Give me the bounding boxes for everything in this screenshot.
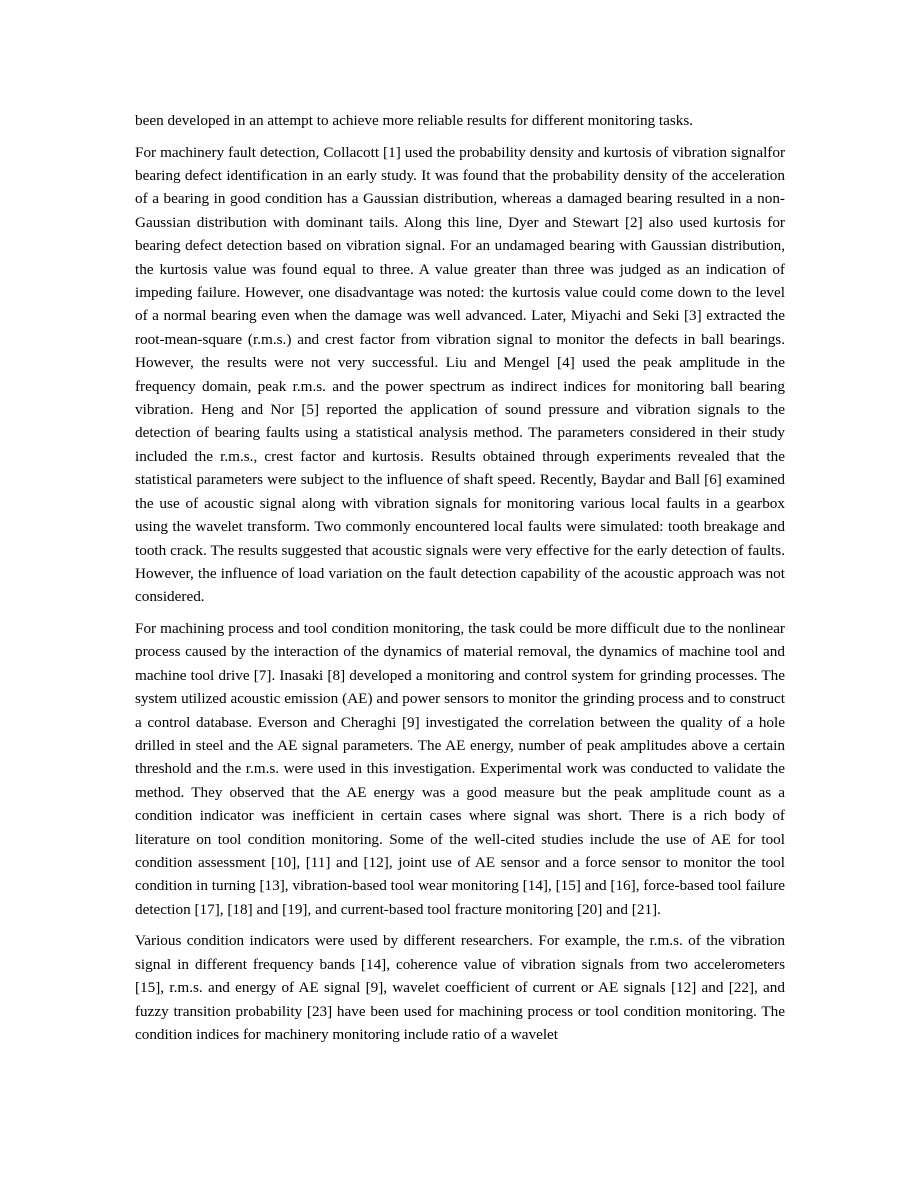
paragraph-machinery-fault-detection: For machinery fault detection, Collacott [1] used the probability density and kurtosis of vibration signalfor bearing defect identification in an early study. It was found that the probability density of the acceleration of a bearing in good condition has a Gaussian distribution, whereas a damaged bearing resulted in a non-Gaussian distribution with dominant tails. Along this line, Dyer and Stewart [2] also used kurtosis for bearing defect detection based on vibration signal. For an undamaged bearing with Gaussian distribution, the kurtosis value was found equal to three. A value greater than three was judged as an indication of impeding failure. However, one disadvantage was noted: the kurtosis value could come down to the level of a normal bearing even when the damage was well advanced. Later, Miyachi and Seki [3] extracted the root-mean-square (r.m.s.) and crest factor from vibration signal to monitor the defects in ball bearings. However, the results were not very successful. Liu and Mengel [4] used the peak amplitude in the frequency domain, peak r.m.s. and the power spectrum as indirect indices for monitoring ball bearing vibration. Heng and Nor [5] reported the application of sound pressure and vibration signals to the detection of bearing faults using a statistical analysis method. The parameters considered in their study included the r.m.s., crest factor and kurtosis. Results obtained through experiments revealed that the statistical parameters were subject to the influence of shaft speed. Recently, Baydar and Ball [6] examined the use of acoustic signal along with vibration signals for monitoring various local faults in a gearbox using the wavelet transform. Two commonly encountered local faults were simulated: tooth breakage and tooth crack. The results suggested that acoustic signals were very effective for the early detection of faults. However, the influence of load variation on the fault detection capability of the acoustic approach was not considered. [135,143,785,606]
page-body [135,109,785,1055]
paragraph-tool-condition-monitoring: For machining process and tool condition monitoring, the task could be more difficult due to the nonlinear process caused by the interaction of the dynamics of material removal, the dynamics of machine tool and machine tool drive [7]. Inasaki [8] developed a monitoring and control system for grinding processes. The system utilized acoustic emission (AE) and power sensors to monitor the grinding process and to construct a control database. Everson and Cheraghi [9] investigated the correlation between the quality of a hole drilled in steel and the AE signal parameters. The AE energy, number of peak amplitudes above a certain threshold and the r.m.s. were used in this investigation. Experimental work was conducted to validate the method. They observed that the AE energy was a good measure but the peak amplitude count as a condition indicator was inefficient in certain cases where signal was short. There is a rich body of literature on tool condition monitoring. Some of the well-cited studies include the use of AE for tool condition assessment [10], [11] and [12], joint use of AE sensor and a force sensor to monitor the tool condition in turning [13], vibration-based tool wear monitoring [14], [15] and [16], force-based tool failure detection [17], [18] and [19], and current-based tool fracture monitoring [20] and [21]. [135,619,785,918]
paragraph-condition-indicators: Various condition indicators were used by different researchers. For example, the r.m.s. of the vibration signal in different frequency bands [14], coherence value of vibration signals from two accelerometers [15], r.m.s. and energy of AE signal [9], wavelet coefficient of current or AE signals [12] and [22], and fuzzy transition probability [23] have been used for machining process or tool condition monitoring. The condition indices for machinery monitoring include ratio of a wavelet [135,932,785,1043]
paragraph-continuation: been developed in an attempt to achieve more reliable results for different monitoring tasks. [135,112,694,129]
